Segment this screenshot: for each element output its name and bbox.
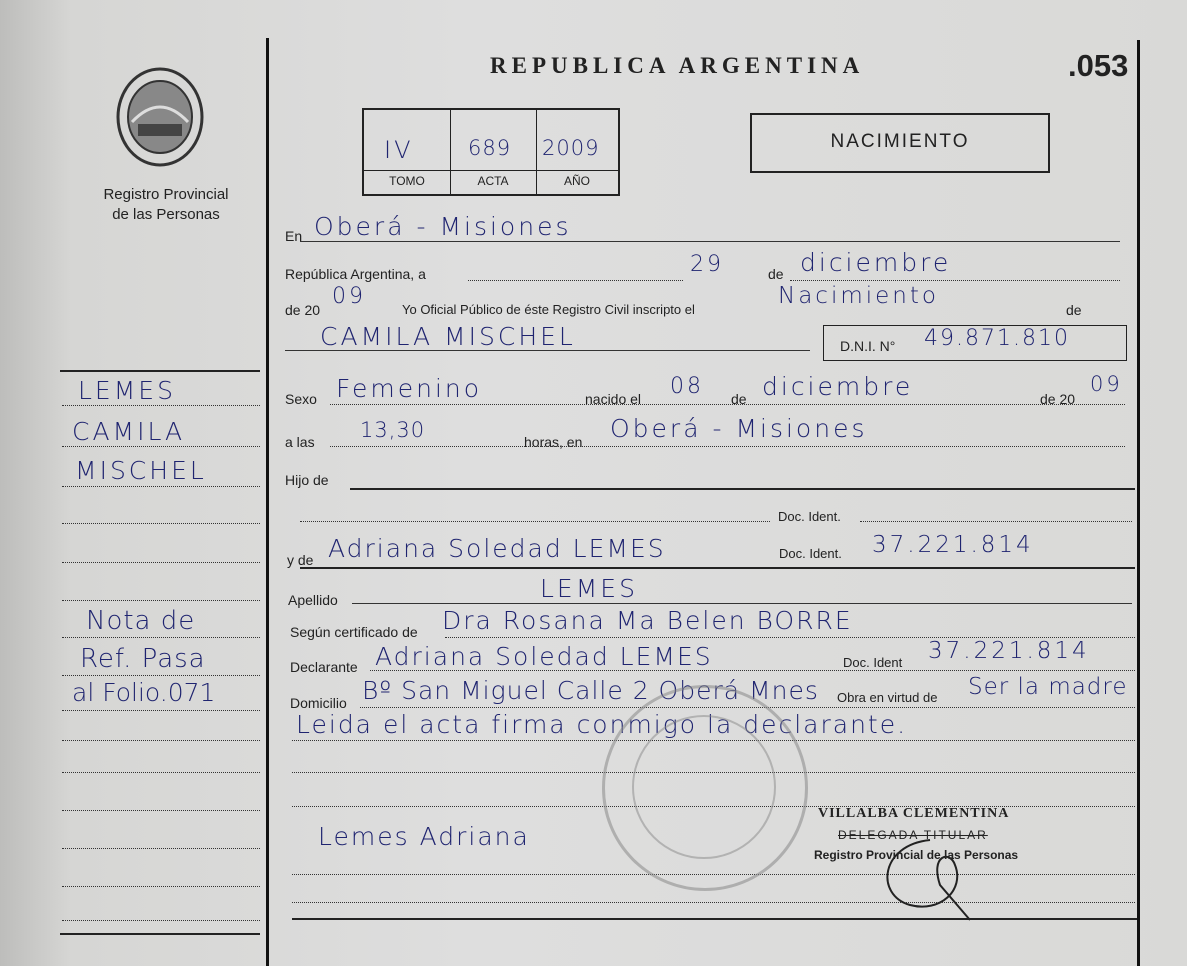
dni-box [823, 325, 1127, 361]
line [62, 772, 260, 773]
tomo-value: IV [384, 136, 414, 164]
hijo-de-label: Hijo de [285, 472, 329, 488]
de-end-label: de [1066, 302, 1082, 318]
full-name-value: CAMILA MISCHEL [320, 322, 576, 351]
line [60, 933, 260, 935]
birth-place-value: Oberá - Misiones [610, 414, 868, 443]
en-label: En [285, 228, 303, 244]
y-de-label: y de [287, 552, 314, 568]
dni-label: D.N.I. N° [840, 338, 896, 354]
horas-en-label: horas, en [524, 434, 583, 450]
line [62, 810, 260, 811]
obra-label: Obra en virtud de [837, 690, 938, 705]
line [300, 521, 770, 522]
nacido-label: nacido el [585, 391, 642, 407]
line [330, 404, 1125, 405]
margin-name1: CAMILA [72, 417, 186, 446]
address-value: Bº San Miguel Calle 2 Oberá Mnes [362, 676, 819, 705]
acta-label: ACTA [477, 174, 509, 188]
margin-note3: al Folio.071 [72, 678, 216, 707]
apellido-label: Apellido [288, 592, 338, 608]
line [330, 446, 1125, 447]
by-virtue-value: Ser la madre [968, 674, 1128, 700]
line [60, 370, 260, 372]
a-las-label: a las [285, 434, 315, 450]
declarant-value: Adriana Soledad LEMES [375, 642, 713, 671]
tomo-label: TOMO [389, 174, 425, 188]
official-stamp-inner [632, 715, 776, 859]
place-value: Oberá - Misiones [314, 212, 572, 241]
month-value: diciembre [800, 248, 952, 277]
line [352, 603, 1132, 604]
line [468, 280, 683, 281]
domicilio-label: Domicilio [290, 695, 347, 711]
birth-month-value: diciembre [762, 372, 914, 401]
line [350, 488, 1135, 490]
registry-name-line2: de las Personas [112, 206, 220, 223]
official-office: Registro Provincial de las Personas [814, 848, 1019, 862]
margin-surname: LEMES [78, 376, 176, 405]
line [62, 740, 260, 741]
line [285, 350, 810, 351]
certificate-by-value: Dra Rosana Ma Belen BORRE [442, 606, 853, 635]
official-title: DELEGADA TITULAR [838, 828, 988, 842]
line [62, 562, 260, 563]
de20-label: de 20 [285, 302, 321, 318]
line [62, 600, 260, 601]
dni-value: 49.871.810 [924, 326, 1070, 351]
doc-ident-label: Doc. Ident. [778, 509, 841, 524]
line [62, 486, 260, 487]
de-label: de [768, 266, 784, 282]
provincial-seal-logo [110, 62, 210, 172]
line [300, 241, 1120, 242]
margin-note2: Ref. Pasa [80, 644, 206, 674]
acta-value: 689 [468, 136, 512, 160]
official-name: VILLALBA CLEMENTINA [818, 806, 1010, 821]
year-value: 09 [332, 284, 366, 309]
hour-value: 13,30 [360, 418, 426, 442]
right-border [1137, 40, 1140, 966]
doc-ident3-label: Doc. Ident [843, 655, 903, 670]
birth-year-value: 09 [1090, 372, 1123, 396]
line [62, 886, 260, 887]
country-title: REPUBLICA ARGENTINA [490, 53, 865, 78]
sexo-label: Sexo [285, 391, 317, 407]
line [860, 521, 1132, 522]
line [62, 405, 260, 406]
margin-name2: MISCHEL [75, 456, 207, 485]
day-value: 29 [690, 252, 724, 277]
inscribed-value: Nacimiento [778, 283, 939, 309]
mother-doc-value: 37.221.814 [872, 532, 1034, 558]
signature-value: Lemes Adriana [318, 822, 530, 851]
document-type-box [750, 113, 1050, 173]
record-table [362, 108, 620, 196]
oficial-text: Yo Oficial Público de éste Registro Civil inscripto el [402, 302, 695, 317]
line [62, 446, 260, 447]
document-type: NACIMIENTO [830, 131, 970, 152]
line [370, 670, 1135, 671]
segun-label: Según certificado de [290, 624, 418, 640]
line [62, 675, 260, 676]
anio-value: 2009 [542, 136, 600, 160]
surname-value: LEMES [540, 574, 638, 603]
left-column-divider [266, 38, 269, 966]
declarante-label: Declarante [290, 659, 358, 675]
registry-name-line1: Registro Provincial [103, 186, 229, 203]
line [62, 523, 260, 524]
line [292, 918, 1137, 920]
line [62, 848, 260, 849]
line [790, 280, 1120, 281]
signature-scribble [870, 835, 980, 925]
folio-number: .053 [1068, 48, 1129, 83]
line [62, 637, 260, 638]
line [62, 920, 260, 921]
republica-label: República Argentina, a [285, 266, 426, 282]
mother-value: Adriana Soledad LEMES [328, 534, 666, 563]
birth-day-value: 08 [670, 374, 704, 399]
declarant-doc-value: 37.221.814 [928, 638, 1090, 664]
anio-label: AÑO [563, 174, 590, 188]
margin-note1: Nota de [86, 606, 196, 636]
line [300, 567, 1135, 569]
closing-value: Leida el acta firma conmigo la declarante. [296, 710, 908, 739]
line [62, 710, 260, 711]
sex-value: Femenino [336, 374, 483, 403]
doc-ident2-label: Doc. Ident. [779, 546, 842, 561]
de-mes-label: de [731, 391, 747, 407]
line [292, 902, 1135, 903]
de20b-label: de 20 [1040, 391, 1076, 407]
